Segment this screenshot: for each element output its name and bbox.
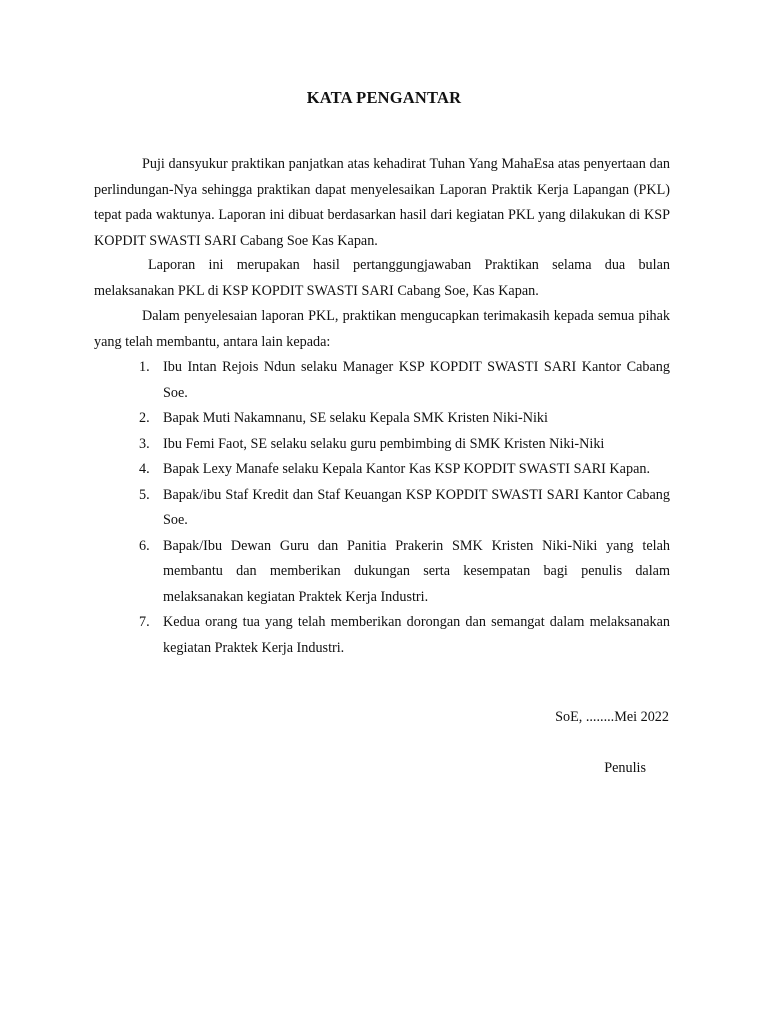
list-item-text: Ibu Femi Faot, SE selaku selaku guru pembimbing di SMK Kristen Niki-Niki: [163, 435, 605, 452]
list-item-text: Bapak/Ibu Dewan Guru dan Panitia Prakerin SMK Kristen Niki-Niki yang telah membantu dan memberikan dukungan serta kesempatan bagi penulis dalam melaksanakan kegiatan Praktek Kerja Industri.: [163, 537, 670, 605]
list-item-number: 4.: [139, 461, 150, 477]
list-item-text: Kedua orang tua yang telah memberikan dorongan dan semangat dalam melaksanakan kegiatan Praktek Kerja Industri.: [163, 614, 670, 656]
acknowledgement-list: [94, 355, 670, 661]
list-item-text: Ibu Intan Rejois Ndun selaku Manager KSP KOPDIT SWASTI SARI Kantor Cabang Soe.: [163, 359, 670, 401]
place-date: SoE, ........Mei 2022: [555, 709, 669, 725]
list-item-number: 2.: [139, 410, 150, 426]
paragraph-2-text: Laporan ini merupakan hasil pertanggungjawaban Praktikan selama dua bulan melaksanakan PKL di KSP KOPDIT SWASTI SARI Cabang Soe, Kas Kapan.: [94, 257, 670, 299]
list-item: [94, 483, 670, 534]
list-item: [94, 432, 670, 458]
list-item-text: Bapak Muti Nakamnanu, SE selaku Kepala SMK Kristen Niki-Niki: [163, 410, 548, 426]
list-item: [94, 534, 670, 611]
list-item: [94, 355, 670, 406]
paragraph-2: [94, 253, 670, 304]
list-item-number: 3.: [139, 435, 150, 452]
paragraph-1: [94, 152, 670, 254]
paragraph-3-text: Dalam penyelesaian laporan PKL, praktikan mengucapkan terimakasih kepada semua pihak yang telah membantu, antara lain kepada:: [94, 308, 670, 350]
list-item: [94, 610, 670, 661]
writer-signature-label: Penulis: [604, 760, 646, 776]
list-item-text: Bapak Lexy Manafe selaku Kepala Kantor Kas KSP KOPDIT SWASTI SARI Kapan.: [163, 461, 651, 477]
list-item-number: 5.: [139, 486, 150, 503]
list-item-number: 6.: [139, 537, 150, 554]
list-item-number: 7.: [139, 614, 150, 630]
list-item: [94, 457, 670, 483]
paragraph-1-text: Puji dansyukur praktikan panjatkan atas kehadirat Tuhan Yang MahaEsa atas penyertaan dan perlindungan-Nya sehingga praktikan dapat menyelesaikan Laporan Praktik Kerja Lapangan (PKL) tepat pada waktunya. Laporan ini dibuat berdasarkan hasil dari kegiatan PKL yang dilakukan di KSP KOPDIT SWASTI SARI Cabang Soe Kas Kapan.: [94, 156, 670, 249]
list-item-number: 1.: [139, 359, 150, 375]
list-item: [94, 406, 670, 432]
list-item-text: Bapak/ibu Staf Kredit dan Staf Keuangan KSP KOPDIT SWASTI SARI Kantor Cabang Soe.: [163, 486, 670, 528]
paragraph-3: [94, 304, 670, 355]
page-title: KATA PENGANTAR: [306, 88, 462, 107]
